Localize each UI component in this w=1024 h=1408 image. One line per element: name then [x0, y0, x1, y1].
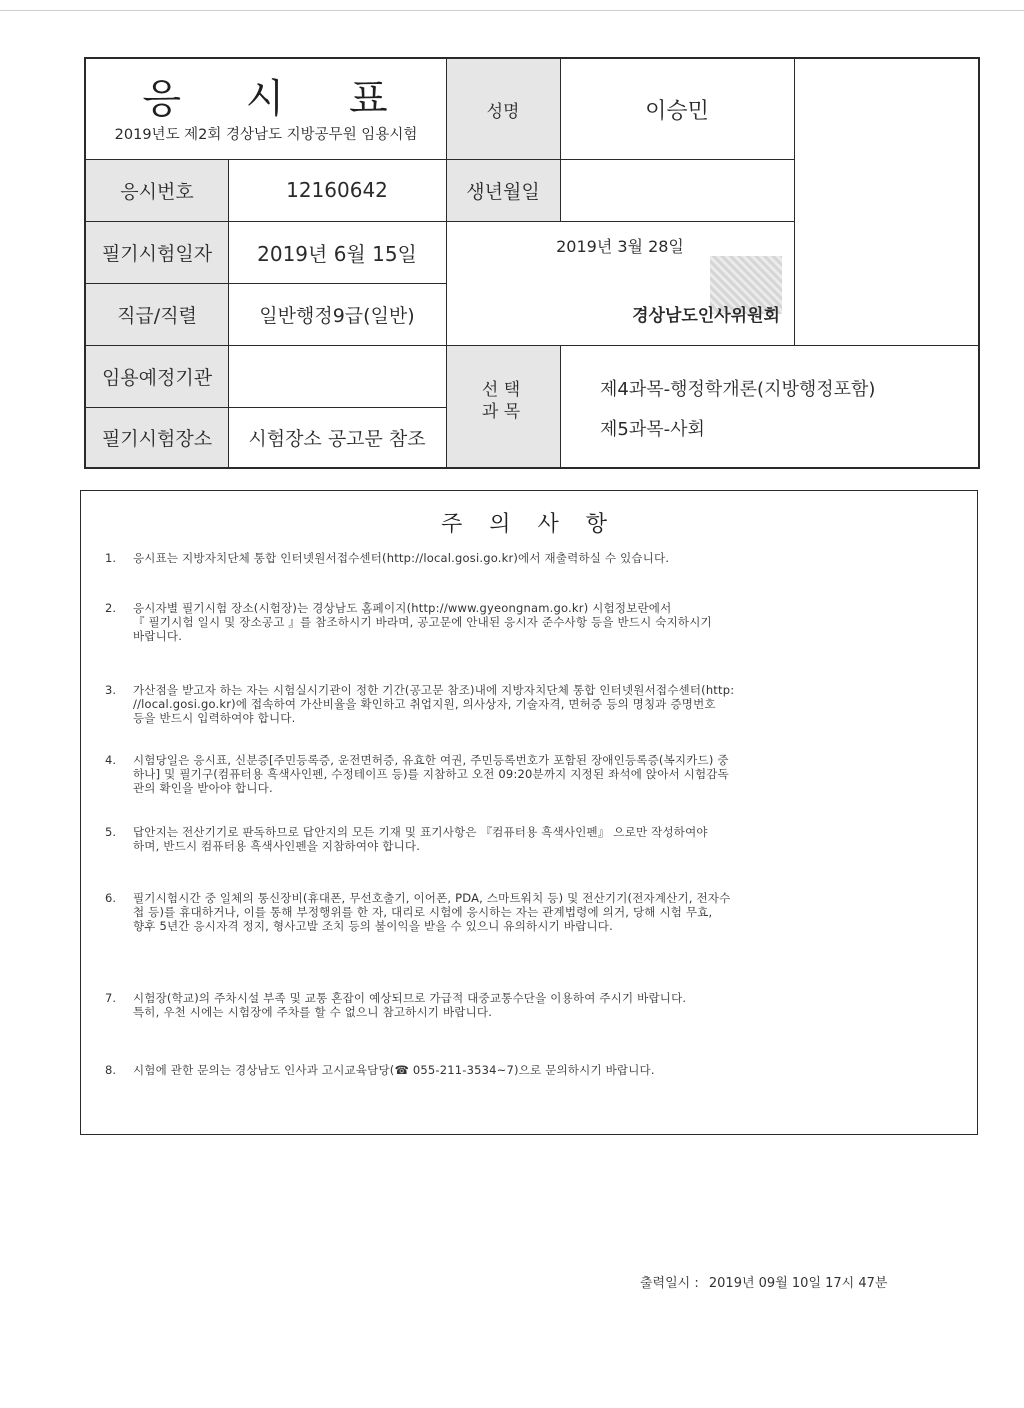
elective-subject: 제5과목-사회 [600, 419, 705, 440]
notice-item-number: 7. [105, 991, 116, 1005]
notice-item-line: 관의 확인을 받아야 합니다. [133, 781, 273, 795]
notice-item [105, 601, 945, 643]
notice-item-line: 바랍니다. [133, 629, 183, 643]
notice-item-number: 5. [105, 825, 116, 839]
agency-label: 임용예정기관 [101, 366, 213, 389]
print-timestamp [640, 1272, 887, 1291]
notice-item-line: 등을 반드시 입력하여야 합니다. [133, 711, 296, 725]
issue-date: 2019년 3월 28일 [556, 236, 684, 256]
grade-label: 직급/직렬 [117, 304, 197, 327]
notice-item-line: 하나] 및 필기구(컴퓨터용 흑색사인펜, 수정테이프 등)를 지참하고 오전 09:20분까지 지정된 좌석에 앉아서 시험감독 [133, 767, 729, 781]
agency-value [228, 345, 446, 407]
notice-item-line: 응시표는 지방자치단체 통합 인터넷원서접수센터(http://local.gosi.go.kr)에서 재출력하실 수 있습니다. [133, 551, 670, 565]
notice-item-line: 하며, 반드시 컴퓨터용 흑색사인펜을 지참하여야 합니다. [133, 839, 421, 853]
name-value: 이승민 [645, 98, 709, 124]
birth-value [560, 159, 794, 221]
notice-item [105, 753, 945, 795]
notice-item-line: 첩 등)를 휴대하거나, 이를 통해 부정행위를 한 자, 대리로 시험에 응시하는 자는 관계법령에 의거, 당해 시험 무효, [133, 905, 713, 919]
notice-item-line: //local.gosi.go.kr)에 접속하여 가산비율을 확인하고 취업지원, 의사상자, 기술자격, 면허증 등의 명칭과 증명번호 [133, 697, 716, 711]
table-rule [560, 345, 561, 467]
elective-label-line: 선 택 [481, 380, 521, 400]
name-label: 성명 [486, 101, 520, 122]
notice-item-line: 『 필기시험 일시 및 장소공고 』를 참조하시기 바라며, 공고문에 안내된 응시자 준수사항 등을 반드시 숙지하시기 [133, 615, 712, 629]
notice-item-line: 필기시험시간 중 일체의 통신장비(휴대폰, 무선호출기, 이어폰, PDA, 스마트워치 등) 및 전산기기(전자계산기, 전자수 [133, 891, 731, 905]
notice-item-line: 시험당일은 응시표, 신분증[주민등록증, 운전면허증, 유효한 여권, 주민등록번호가 포함된 장애인등록증(복지카드) 중 [133, 753, 729, 767]
notice-item-number: 3. [105, 683, 116, 697]
notice-title: 주 의 사 항 [441, 512, 617, 537]
notice-item-number: 1. [105, 551, 116, 565]
exam-no-value: 12160642 [286, 178, 388, 202]
ticket-title-char: 표 [349, 76, 390, 122]
notice-item-number: 6. [105, 891, 116, 905]
notice-item-line: 응시자별 필기시험 장소(시험장)는 경상남도 홈페이지(http://www.gyeongnam.go.kr) 시험정보란에서 [133, 601, 672, 615]
elective-label-line: 과 목 [481, 402, 521, 422]
notice-item-number: 4. [105, 753, 116, 767]
admission-ticket [84, 57, 980, 469]
print-timestamp-value: 2019년 09월 10일 17시 47분 [708, 1276, 888, 1291]
exam-no-label: 응시번호 [120, 180, 194, 203]
notice-item [105, 683, 945, 725]
grade-value: 일반행정9급(일반) [259, 304, 415, 327]
exam-name: 2019년도 제2회 경상남도 지방공무원 임용시험 [114, 127, 418, 143]
notice-item-number: 8. [105, 1063, 116, 1077]
birth-label: 생년월일 [466, 180, 540, 203]
exam-date-label: 필기시험일자 [101, 242, 213, 265]
notice-item [105, 551, 945, 565]
notice-item-line: 가산점을 받고자 하는 자는 시험실시기관이 정한 기간(공고문 참조)내에 지방자치단체 통합 인터넷원서접수센터(http: [133, 683, 735, 697]
venue-value: 시험장소 공고문 참조 [248, 427, 426, 450]
notice-item-line: 특히, 우천 시에는 시험장에 주차를 할 수 없으니 참고하시기 바랍니다. [133, 1005, 493, 1019]
notice-item [105, 1063, 945, 1077]
ticket-title [86, 67, 446, 122]
notice-item-line: 시험장(학교)의 주차시설 부족 및 교통 혼잡이 예상되므로 가급적 대중교통수단을 이용하여 주시기 바랍니다. [133, 991, 687, 1005]
notice-item-number: 2. [105, 601, 116, 615]
ticket-title-char: 시 [245, 76, 287, 122]
notice-item-line: 답안지는 전산기기로 판독하므로 답안지의 모든 기재 및 표기사항은 『컴퓨터용 흑색사인펜』 으로만 작성하여야 [133, 825, 708, 839]
venue-label: 필기시험장소 [101, 427, 213, 450]
elective-label [476, 379, 526, 423]
notice-item-line: 시험에 관한 문의는 경상남도 인사과 고시교육담당(☎ 055-211-3534~7)으로 문의하시기 바랍니다. [133, 1063, 655, 1077]
page-top-rule [0, 10, 1024, 11]
print-timestamp-label: 출력일시 : [640, 1276, 699, 1291]
exam-date-value: 2019년 6월 15일 [257, 241, 417, 266]
notice-item-line: 향후 5년간 응시자격 정지, 형사고발 조치 등의 불이익을 받을 수 있으니 유의하시기 바랍니다. [133, 919, 613, 933]
notice-item [105, 891, 945, 933]
notice-box [80, 490, 978, 1135]
issuer-name: 경상남도인사위원회 [632, 305, 780, 326]
notice-item [105, 991, 945, 1019]
ticket-title-char: 응 [142, 76, 183, 122]
notice-item [105, 825, 945, 853]
elective-subject: 제4과목-행정학개론(지방행정포함) [600, 379, 876, 400]
